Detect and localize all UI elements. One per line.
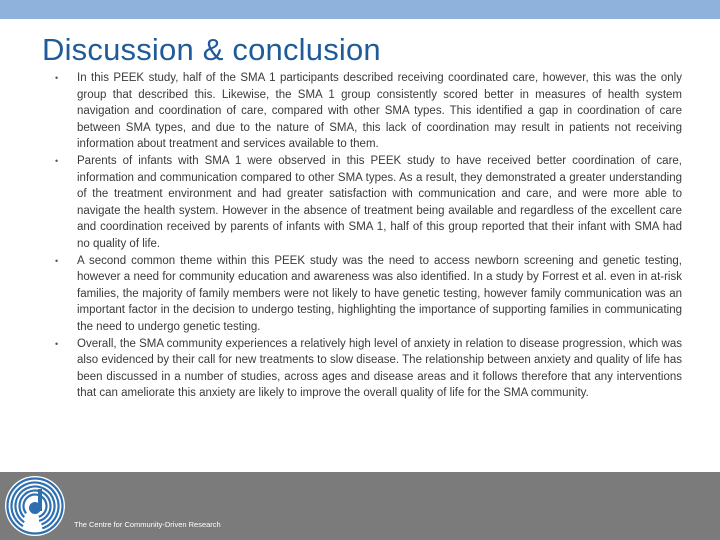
bullet-item [55, 70, 682, 153]
bullet-icon: • [55, 73, 59, 83]
bullet-text: Parents of infants with SMA 1 were observed in this PEEK study to have received better coordination of care, information and communication compared to other SMA types. As a result, they demonstrated a greater understanding of the treatment environment and had greater satisfaction with communication and care, and were more able to navigate the health system. However in the absence of treatment being available and regardless of the excellent care and coordination received by parents of infants with SMA 1, half of this group reported that their infant with SMA had no quality of life. [77, 154, 682, 250]
footer-caption: The Centre for Community-Driven Research [74, 520, 221, 529]
bullet-text: A second common theme within this PEEK study was the need to access newborn screening and genetic testing, however a need for community education and awareness was also identified. In a study by Forrest et al. even in at-risk families, the majority of family members were not likely to have genetic testing, however family communication was an important factor in the decision to undergo testing, highlighting the importance of supporting families in communicating the need to undergo genetic testing. [77, 254, 682, 333]
top-accent-bar [0, 0, 720, 19]
bullet-icon: • [55, 338, 59, 349]
bullet-icon: • [55, 255, 59, 266]
bullet-item [55, 336, 682, 402]
bullet-icon: • [55, 155, 59, 166]
bullet-text: In this PEEK study, half of the SMA 1 participants described receiving coordinated care, however, this was the only group that described this. Likewise, the SMA 1 group consistently scored better in measures of health system navigation and coordination of care, compared with other SMA types. This identified a gap in coordination of care between SMA types, and due to the nature of SMA, this lack of coordination may result in patients not receiving information about treatment and services available to them. [77, 72, 682, 151]
bullet-list [55, 70, 682, 402]
ccdr-logo-icon [4, 475, 66, 537]
bullet-item [55, 153, 682, 253]
bullet-text: Overall, the SMA community experiences a relatively high level of anxiety in relation to disease progression, which was also evidenced by their call for new treatments to slow disease. The relationship between anxiety and quality of life has been discussed in a number of studies, across ages and disease areas and it follows therefore that any interventions that can ameliorate this anxiety are likely to improve the overall quality of life for the SMA community. [77, 337, 682, 400]
slide-title: Discussion & conclusion [42, 32, 381, 67]
bullet-item [55, 253, 682, 336]
